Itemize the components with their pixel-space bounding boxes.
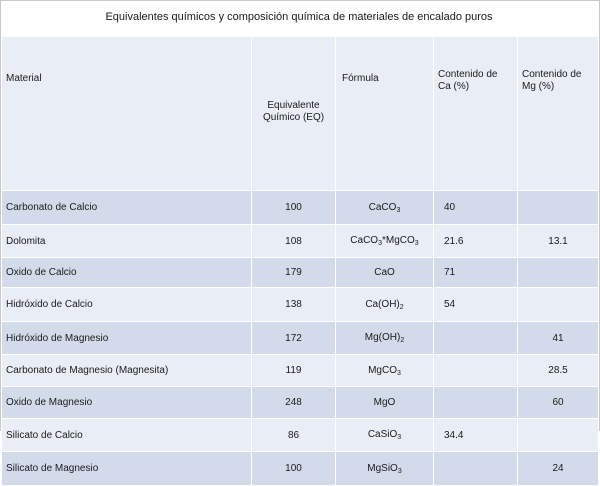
table-row xyxy=(2,191,599,225)
cell-equivalent: 100 xyxy=(252,191,336,225)
cell-calcium: 21.6 xyxy=(434,225,518,258)
header-row xyxy=(2,37,599,191)
cell-equivalent: 138 xyxy=(252,288,336,322)
cell-formula: CaCO$_3$ xyxy=(336,191,434,225)
cell-formula: $Ca(OH)_2$ xyxy=(336,288,434,322)
cell-calcium xyxy=(434,322,518,355)
header-calcium-content: Contenido de Ca (%) xyxy=(434,37,518,191)
cell-calcium xyxy=(434,387,518,419)
table-row xyxy=(2,225,599,258)
cell-material: Oxido de Calcio xyxy=(2,258,252,288)
cell-equivalent: 248 xyxy=(252,387,336,419)
cell-magnesium: 24 xyxy=(518,452,599,486)
cell-formula: CaCO$_3$*MgCO$_3$ xyxy=(336,225,434,258)
table-title: Equivalentes químicos y composición química de materiales de encalado puros xyxy=(1,1,597,34)
cell-material: Silicato de Calcio xyxy=(2,419,252,452)
cell-formula: MgO xyxy=(336,387,434,419)
table-row xyxy=(2,452,599,486)
cell-magnesium xyxy=(518,191,599,225)
table-row xyxy=(2,322,599,355)
header-formula: Fórmula xyxy=(336,37,434,191)
table-row xyxy=(2,355,599,387)
cell-material: Carbonato de Calcio xyxy=(2,191,252,225)
cell-equivalent: 108 xyxy=(252,225,336,258)
cell-material: Silicato de Magnesio xyxy=(2,452,252,486)
cell-material: Hidróxido de Magnesio xyxy=(2,322,252,355)
cell-magnesium xyxy=(518,288,599,322)
header-material: Material xyxy=(2,37,252,191)
cell-magnesium: 28.5 xyxy=(518,355,599,387)
cell-calcium: 34.4 xyxy=(434,419,518,452)
cell-magnesium: 13.1 xyxy=(518,225,599,258)
cell-formula: CaSiO$_3$ xyxy=(336,419,434,452)
cell-magnesium: 60 xyxy=(518,387,599,419)
header-magnesium-content: Contenido de Mg (%) xyxy=(518,37,599,191)
cell-equivalent: 172 xyxy=(252,322,336,355)
cell-magnesium: 41 xyxy=(518,322,599,355)
cell-material: Hidróxido de Calcio xyxy=(2,288,252,322)
cell-calcium xyxy=(434,452,518,486)
cell-material: Oxido de Magnesio xyxy=(2,387,252,419)
cell-formula: CaO xyxy=(336,258,434,288)
lime-materials-table xyxy=(1,36,599,486)
cell-magnesium xyxy=(518,258,599,288)
cell-magnesium xyxy=(518,419,599,452)
table-row xyxy=(2,387,599,419)
cell-calcium: 71 xyxy=(434,258,518,288)
table-row xyxy=(2,419,599,452)
table-row xyxy=(2,288,599,322)
table-row xyxy=(2,258,599,288)
cell-equivalent: 179 xyxy=(252,258,336,288)
cell-equivalent: 119 xyxy=(252,355,336,387)
header-equivalent: Equivalente Químico (EQ) xyxy=(252,37,336,191)
cell-equivalent: 100 xyxy=(252,452,336,486)
cell-formula: MgSiO$_3$ xyxy=(336,452,434,486)
cell-calcium: 54 xyxy=(434,288,518,322)
cell-calcium: 40 xyxy=(434,191,518,225)
cell-equivalent: 86 xyxy=(252,419,336,452)
cell-material: Dolomita xyxy=(2,225,252,258)
cell-material: Carbonato de Magnesio (Magnesita) xyxy=(2,355,252,387)
cell-calcium xyxy=(434,355,518,387)
cell-formula: MgCO$_3$ xyxy=(336,355,434,387)
cell-formula: $Mg(OH)_2$ xyxy=(336,322,434,355)
